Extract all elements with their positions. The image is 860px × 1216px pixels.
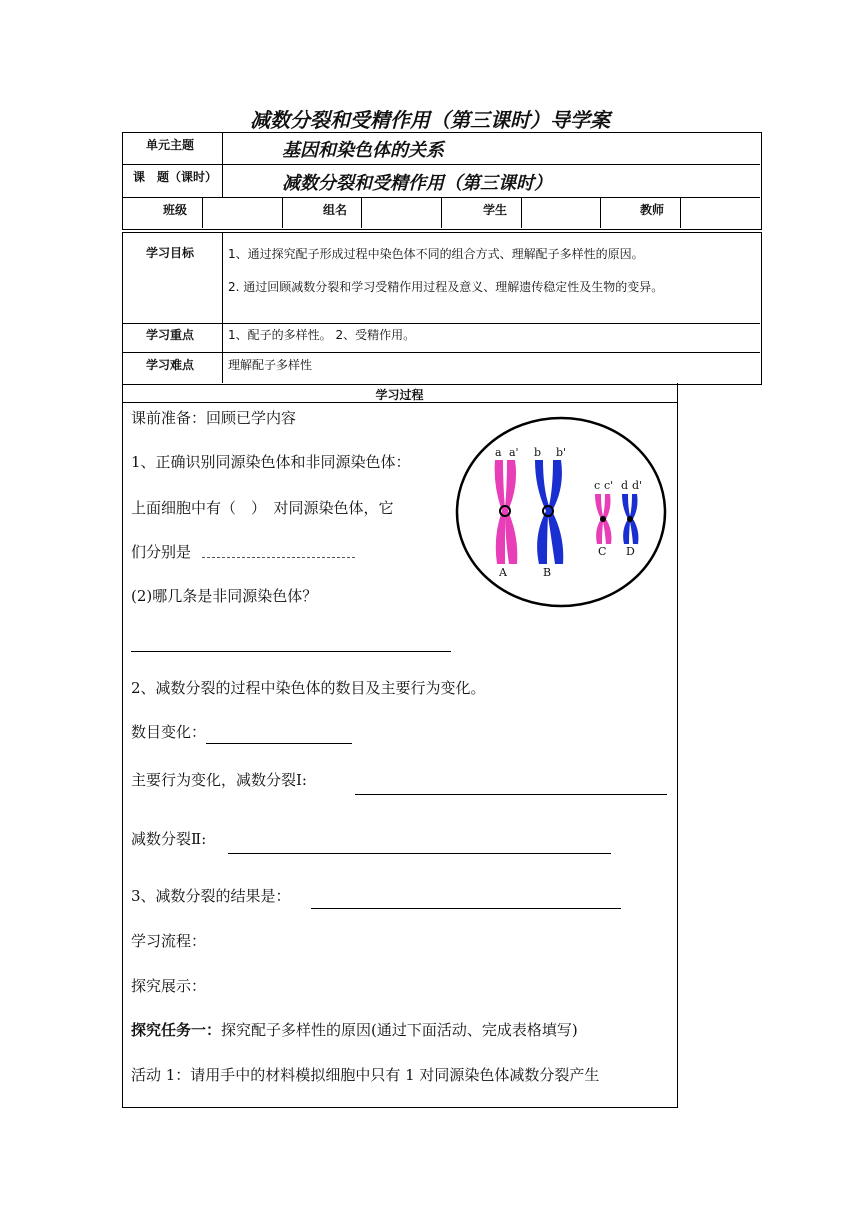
question-1c: (2)哪几条是非同源染色体？ (131, 587, 318, 605)
question-3: 3、减数分裂的结果是： (131, 887, 291, 905)
difficulty-text: 理解配子多样性 (228, 358, 313, 372)
question-2b: 主要行为变化，减数分裂Ⅰ: (131, 771, 307, 789)
unit-value: 基因和染色体的关系 (282, 140, 444, 161)
task-1 (131, 1019, 578, 1040)
process-label: 学习过程 (375, 388, 424, 402)
question-2c: 减数分裂Ⅱ: (131, 830, 207, 848)
answer-line-1c[interactable] (131, 651, 451, 652)
label-a: a (495, 446, 502, 459)
key-points-label: 学习重点 (146, 328, 195, 342)
task-1-text: 探究配子多样性的原因(通过下面活动、完成表格填写) (221, 1021, 578, 1039)
answer-line-3[interactable] (311, 908, 621, 909)
key-points-text: 1、配子的多样性。 2、受精作用。 (228, 328, 416, 342)
group-label: 组名 (323, 203, 348, 217)
class-label: 班级 (163, 203, 188, 217)
goals-label: 学习目标 (146, 246, 195, 260)
show-label: 探究展示： (131, 977, 207, 995)
lesson-value: 减数分裂和受精作用（第三课时） (282, 173, 552, 194)
label-d-prime: d' (632, 479, 643, 492)
chromosome-cell-figure (455, 416, 667, 608)
student-value-field[interactable] (522, 198, 599, 227)
answer-line-1b[interactable] (202, 557, 355, 558)
class-value-field[interactable] (203, 198, 281, 227)
label-c: c (594, 479, 601, 492)
lesson-label: 课 题（课时） (133, 170, 218, 184)
label-a-prime: a' (509, 446, 519, 459)
answer-line-2b[interactable] (355, 794, 667, 795)
activity-1: 活动 1：请用手中的材料模拟细胞中只有 1 对同源染色体减数分裂产生 (131, 1066, 600, 1084)
question-1a: 上面细胞中有（ ） 对同源染色体，它 (131, 499, 394, 517)
teacher-label: 教师 (640, 203, 665, 217)
label-C: C (598, 545, 607, 558)
page-title: 减数分裂和受精作用（第三课时）导学案 (250, 108, 610, 132)
centromere-C (600, 516, 606, 522)
centromere-D (627, 516, 633, 522)
unit-label: 单元主题 (146, 138, 195, 152)
question-2: 2、减数分裂的过程中染色体的数目及主要行为变化。 (131, 679, 486, 697)
task-1-title: 探究任务一： (131, 1021, 222, 1039)
flow-label: 学习流程： (131, 932, 207, 950)
label-D: D (626, 545, 635, 558)
label-c-prime: c' (604, 479, 614, 492)
label-B: B (543, 566, 552, 579)
label-d: d (621, 479, 629, 492)
goal-item-1: 1、通过探究配子形成过程中染色体不同的组合方式、理解配子多样性的原因。 (228, 247, 644, 261)
answer-line-2c[interactable] (228, 853, 611, 854)
question-1: 1、正确识别同源染色体和非同源染色体： (131, 453, 411, 471)
question-2a: 数目变化： (131, 723, 207, 741)
question-1b: 们分别是 (131, 543, 192, 561)
prep-text: 课前准备：回顾已学内容 (131, 409, 297, 427)
student-label: 学生 (483, 203, 508, 217)
group-value-field[interactable] (362, 198, 440, 227)
difficulty-label: 学习难点 (146, 358, 195, 372)
answer-line-2a[interactable] (206, 743, 352, 744)
label-A: A (499, 566, 507, 579)
label-b: b (534, 446, 542, 459)
teacher-value-field[interactable] (681, 198, 759, 227)
label-b-prime: b' (556, 446, 567, 459)
goal-item-2: 2. 通过回顾减数分裂和学习受精作用过程及意义、理解遗传稳定性及生物的变异。 (228, 280, 664, 294)
